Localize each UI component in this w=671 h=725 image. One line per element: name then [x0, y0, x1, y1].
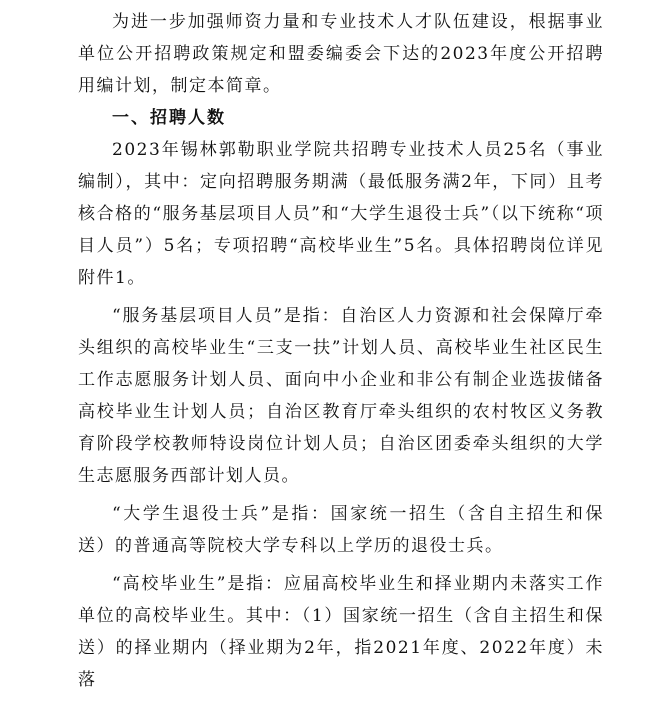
document-body	[78, 6, 604, 696]
recruitment-count-paragraph: 2023年锡林郭勒职业学院共招聘专业技术人员25名（事业编制），其中：定向招聘服务期满（最低服务满2年，下同）且考核合格的“服务基层项目人员”和“大学生退役士兵”（以下统称“项目人员”）5名；专项招聘“高校毕业生”5名。具体招聘岗位详见附件1。	[78, 140, 604, 288]
veteran-definition-paragraph: “大学生退役士兵”是指：国家统一招生（含自主招生和保送）的普通高等院校大学专科以上学历的退役士兵。	[78, 504, 604, 556]
graduate-definition-paragraph: “高校毕业生”是指：应届高校毕业生和择业期内未落实工作单位的高校毕业生。其中：（1）国家统一招生（含自主招生和保送）的择业期内（择业期为2年，指2021年度、2022年度）未落	[78, 574, 604, 690]
section-heading-recruitment-count: 一、招聘人数	[112, 108, 226, 128]
intro-paragraph: 为进一步加强师资力量和专业技术人才队伍建设，根据事业单位公开招聘政策规定和盟委编委会下达的2023年度公开招聘用编计划，制定本简章。	[78, 12, 604, 96]
grassroots-definition-paragraph: “服务基层项目人员”是指：自治区人力资源和社会保障厅牵头组织的高校毕业生“三支一扶”计划人员、高校毕业生社区民生工作志愿服务计划人员、面向中小企业和非公有制企业选拔储备高校毕业生计划人员；自治区教育厅牵头组织的农村牧区义务教育阶段学校教师特设岗位计划人员；自治区团委牵头组织的大学生志愿服务西部计划人员。	[78, 306, 604, 486]
